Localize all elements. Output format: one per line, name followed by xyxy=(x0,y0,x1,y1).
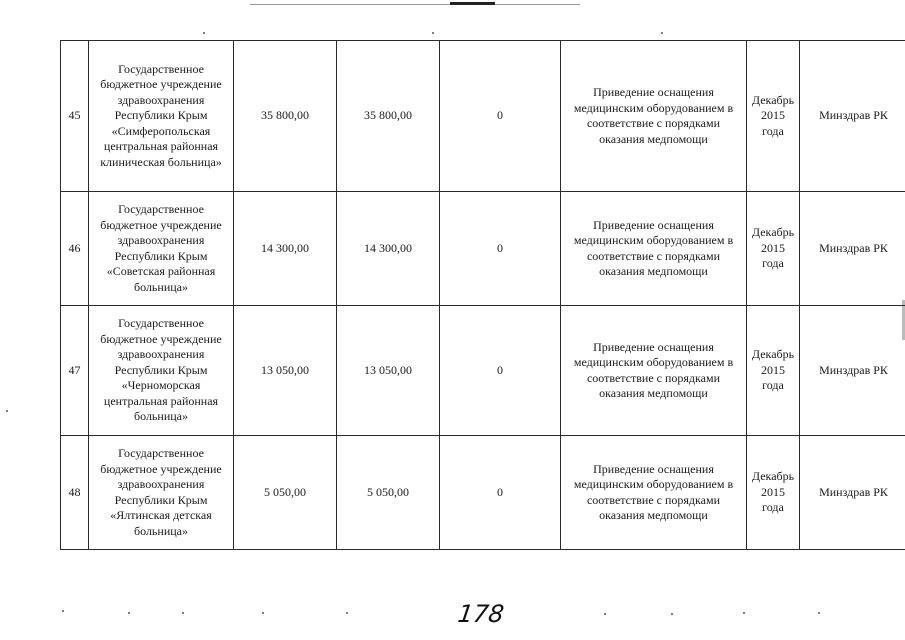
organization-cell: Государственное бюджетное учреждение здравоохранения Республики Крым «Ялтинская детская больница» xyxy=(89,436,234,550)
row-number: 46 xyxy=(61,192,89,306)
scan-speck xyxy=(262,612,264,614)
purpose-cell: Приведение оснащения медицинским оборудованием в соответствие с порядками оказания медпомощи xyxy=(561,436,747,550)
scan-artifact-line xyxy=(250,4,580,5)
page-number: 178 xyxy=(456,600,506,628)
organization-cell: Государственное бюджетное учреждение здравоохранения Республики Крым «Симферопольская центральная районная клиническая больница» xyxy=(89,41,234,192)
scan-speck xyxy=(671,613,673,615)
program-table xyxy=(60,40,905,550)
term-cell: Декабрь 2015 года xyxy=(747,306,800,436)
amount-total-cell: 35 800,00 xyxy=(234,41,337,192)
table-row xyxy=(61,436,905,550)
amount-total-cell: 5 050,00 xyxy=(234,436,337,550)
amount-other-cell: 0 xyxy=(440,41,561,192)
table-row xyxy=(61,41,905,192)
amount-source-cell: 13 050,00 xyxy=(337,306,440,436)
row-number: 45 xyxy=(61,41,89,192)
amount-source-cell: 35 800,00 xyxy=(337,41,440,192)
amount-total-cell: 13 050,00 xyxy=(234,306,337,436)
purpose-cell: Приведение оснащения медицинским оборудованием в соответствие с порядками оказания медпомощи xyxy=(561,192,747,306)
term-cell: Декабрь 2015 года xyxy=(747,41,800,192)
amount-source-cell: 14 300,00 xyxy=(337,192,440,306)
responsible-cell: Минздрав РК xyxy=(800,306,905,436)
scan-speck xyxy=(62,610,64,612)
responsible-cell: Минздрав РК xyxy=(800,41,905,192)
responsible-cell: Минздрав РК xyxy=(800,192,905,306)
row-number: 47 xyxy=(61,306,89,436)
organization-cell: Государственное бюджетное учреждение здравоохранения Республики Крым «Черноморская центральная районная больница» xyxy=(89,306,234,436)
scan-speck xyxy=(818,612,820,614)
scan-speck xyxy=(128,612,130,614)
table-row xyxy=(61,306,905,436)
table-row xyxy=(61,192,905,306)
scan-speck xyxy=(432,32,434,34)
scan-speck xyxy=(604,613,606,615)
organization-cell: Государственное бюджетное учреждение здравоохранения Республики Крым «Советская районная больница» xyxy=(89,192,234,306)
term-cell: Декабрь 2015 года xyxy=(747,436,800,550)
purpose-cell: Приведение оснащения медицинским оборудованием в соответствие с порядками оказания медпомощи xyxy=(561,41,747,192)
scan-speck xyxy=(743,612,745,614)
scan-speck xyxy=(6,410,8,412)
row-number: 48 xyxy=(61,436,89,550)
amount-source-cell: 5 050,00 xyxy=(337,436,440,550)
scan-speck xyxy=(346,612,348,614)
scan-speck xyxy=(661,32,663,34)
amount-other-cell: 0 xyxy=(440,192,561,306)
scan-speck xyxy=(182,612,184,614)
amount-other-cell: 0 xyxy=(440,436,561,550)
purpose-cell: Приведение оснащения медицинским оборудованием в соответствие с порядками оказания медпомощи xyxy=(561,306,747,436)
scan-artifact-mark xyxy=(450,2,495,5)
amount-other-cell: 0 xyxy=(440,306,561,436)
term-cell: Декабрь 2015 года xyxy=(747,192,800,306)
responsible-cell: Минздрав РК xyxy=(800,436,905,550)
scan-speck xyxy=(203,32,205,34)
amount-total-cell: 14 300,00 xyxy=(234,192,337,306)
